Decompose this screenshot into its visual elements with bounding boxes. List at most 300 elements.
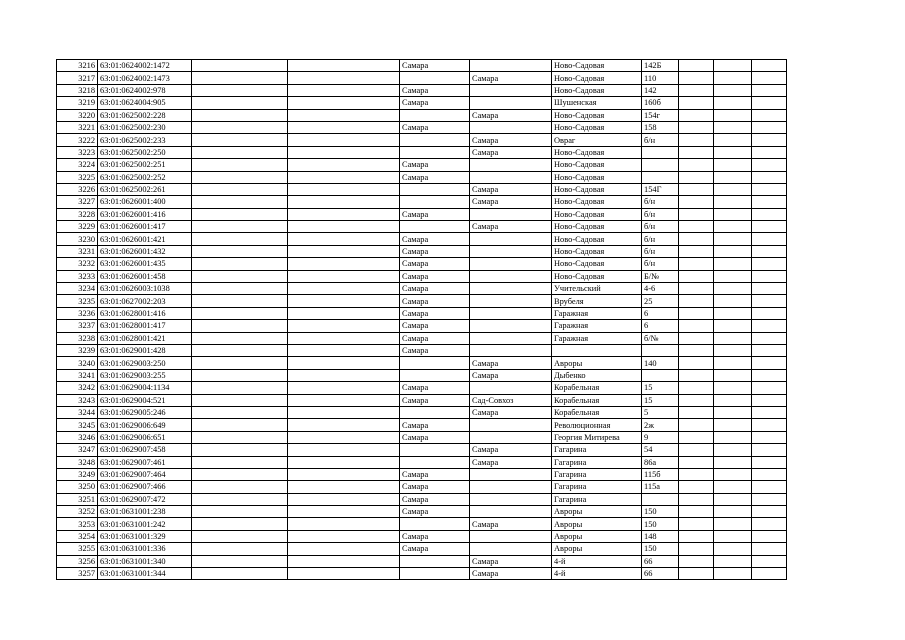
cell-col-empty-5 xyxy=(752,245,787,257)
table-row xyxy=(57,530,787,542)
cell-street: Георгия Митирева xyxy=(552,431,642,443)
table-row xyxy=(57,332,787,344)
cell-city xyxy=(400,134,470,146)
cell-col-empty-4 xyxy=(714,171,752,183)
table-row xyxy=(57,258,787,270)
cell-col-empty-4 xyxy=(714,221,752,233)
cell-cadastral-number: 63:01:0624002:1473 xyxy=(98,72,192,84)
cell-row-number: 3256 xyxy=(57,555,98,567)
cell-cadastral-number: 63:01:0626001:416 xyxy=(98,208,192,220)
cell-col-empty-3 xyxy=(679,332,714,344)
cell-col-empty-5 xyxy=(752,555,787,567)
cell-row-number: 3244 xyxy=(57,406,98,418)
table-row xyxy=(57,208,787,220)
cell-col-empty-4 xyxy=(714,332,752,344)
table-row xyxy=(57,419,787,431)
table-row xyxy=(57,406,787,418)
table-row xyxy=(57,171,787,183)
cell-col-empty-5 xyxy=(752,568,787,580)
cell-col-empty-3 xyxy=(679,481,714,493)
cell-cadastral-number: 63:01:0625002:230 xyxy=(98,121,192,133)
cell-col-empty-4 xyxy=(714,146,752,158)
table-row xyxy=(57,183,787,195)
cell-street: Гаражная xyxy=(552,307,642,319)
cell-col-empty-4 xyxy=(714,468,752,480)
cell-house-number: 6 xyxy=(642,320,679,332)
cell-city: Самара xyxy=(400,344,470,356)
cell-row-number: 3245 xyxy=(57,419,98,431)
table-row xyxy=(57,456,787,468)
cell-house-number: 5 xyxy=(642,406,679,418)
cell-city xyxy=(400,456,470,468)
cell-col-empty-1 xyxy=(192,431,288,443)
cell-row-number: 3220 xyxy=(57,109,98,121)
cell-settlement xyxy=(470,97,552,109)
cell-row-number: 3257 xyxy=(57,568,98,580)
cell-city xyxy=(400,146,470,158)
cell-house-number xyxy=(642,171,679,183)
cell-row-number: 3236 xyxy=(57,307,98,319)
cell-col-empty-4 xyxy=(714,357,752,369)
cell-house-number: 9 xyxy=(642,431,679,443)
cell-row-number: 3229 xyxy=(57,221,98,233)
cell-col-empty-3 xyxy=(679,171,714,183)
cell-row-number: 3237 xyxy=(57,320,98,332)
cell-col-empty-5 xyxy=(752,109,787,121)
cell-col-empty-1 xyxy=(192,382,288,394)
cell-col-empty-1 xyxy=(192,258,288,270)
cell-col-empty-1 xyxy=(192,283,288,295)
cell-row-number: 3248 xyxy=(57,456,98,468)
cell-settlement: Самара xyxy=(470,555,552,567)
cell-col-empty-5 xyxy=(752,357,787,369)
table-row xyxy=(57,196,787,208)
cell-col-empty-4 xyxy=(714,183,752,195)
table-row xyxy=(57,444,787,456)
cell-cadastral-number: 63:01:0629005:246 xyxy=(98,406,192,418)
cell-house-number: 140 xyxy=(642,357,679,369)
cell-col-empty-5 xyxy=(752,543,787,555)
table-row xyxy=(57,369,787,381)
cell-col-empty-4 xyxy=(714,568,752,580)
cell-street: Корабельная xyxy=(552,406,642,418)
cell-col-empty-3 xyxy=(679,159,714,171)
cell-col-empty-5 xyxy=(752,431,787,443)
cell-col-empty-3 xyxy=(679,121,714,133)
cell-house-number: б/н xyxy=(642,196,679,208)
cell-cadastral-number: 63:01:0624002:978 xyxy=(98,84,192,96)
cell-col-empty-2 xyxy=(288,183,400,195)
cell-row-number: 3234 xyxy=(57,283,98,295)
cell-settlement xyxy=(470,419,552,431)
cell-cadastral-number: 63:01:0628001:416 xyxy=(98,307,192,319)
cell-col-empty-4 xyxy=(714,344,752,356)
cell-col-empty-2 xyxy=(288,369,400,381)
cell-col-empty-5 xyxy=(752,196,787,208)
cell-col-empty-4 xyxy=(714,134,752,146)
cell-row-number: 3218 xyxy=(57,84,98,96)
cell-settlement xyxy=(470,543,552,555)
cell-col-empty-5 xyxy=(752,332,787,344)
cell-col-empty-3 xyxy=(679,468,714,480)
cell-col-empty-3 xyxy=(679,183,714,195)
cell-city xyxy=(400,72,470,84)
cell-col-empty-4 xyxy=(714,394,752,406)
cell-cadastral-number: 63:01:0629006:649 xyxy=(98,419,192,431)
cell-col-empty-4 xyxy=(714,233,752,245)
cell-row-number: 3219 xyxy=(57,97,98,109)
cell-col-empty-1 xyxy=(192,369,288,381)
cell-city: Самара xyxy=(400,245,470,257)
cell-house-number: 86а xyxy=(642,456,679,468)
cell-house-number: б/н xyxy=(642,245,679,257)
cell-col-empty-2 xyxy=(288,419,400,431)
cell-col-empty-4 xyxy=(714,431,752,443)
cell-col-empty-2 xyxy=(288,283,400,295)
cell-city: Самара xyxy=(400,394,470,406)
table-row xyxy=(57,121,787,133)
cell-street: Ново-Садовая xyxy=(552,159,642,171)
cell-city: Самара xyxy=(400,506,470,518)
cell-col-empty-4 xyxy=(714,245,752,257)
cell-house-number xyxy=(642,146,679,158)
cell-col-empty-3 xyxy=(679,543,714,555)
cell-city: Самара xyxy=(400,258,470,270)
cell-settlement: Самара xyxy=(470,221,552,233)
cell-col-empty-1 xyxy=(192,493,288,505)
cell-settlement: Сад-Совхоз xyxy=(470,394,552,406)
cell-cadastral-number: 63:01:0631001:242 xyxy=(98,518,192,530)
table-row xyxy=(57,233,787,245)
cell-col-empty-3 xyxy=(679,369,714,381)
cell-col-empty-1 xyxy=(192,245,288,257)
cell-col-empty-2 xyxy=(288,320,400,332)
cell-col-empty-3 xyxy=(679,134,714,146)
cell-house-number xyxy=(642,493,679,505)
cell-settlement xyxy=(470,320,552,332)
cell-col-empty-2 xyxy=(288,506,400,518)
cell-col-empty-1 xyxy=(192,196,288,208)
cell-col-empty-3 xyxy=(679,208,714,220)
cell-col-empty-4 xyxy=(714,320,752,332)
cell-cadastral-number: 63:01:0626001:458 xyxy=(98,270,192,282)
cell-cadastral-number: 63:01:0629003:250 xyxy=(98,357,192,369)
cell-col-empty-1 xyxy=(192,357,288,369)
table-row xyxy=(57,481,787,493)
cell-row-number: 3232 xyxy=(57,258,98,270)
cell-col-empty-4 xyxy=(714,518,752,530)
cell-col-empty-2 xyxy=(288,456,400,468)
cell-col-empty-2 xyxy=(288,171,400,183)
cell-row-number: 3222 xyxy=(57,134,98,146)
cell-house-number: 66 xyxy=(642,568,679,580)
cell-city xyxy=(400,568,470,580)
cell-col-empty-4 xyxy=(714,406,752,418)
cell-cadastral-number: 63:01:0627002:203 xyxy=(98,295,192,307)
cell-col-empty-3 xyxy=(679,295,714,307)
cell-col-empty-3 xyxy=(679,283,714,295)
cell-street: Авроры xyxy=(552,518,642,530)
cell-settlement xyxy=(470,245,552,257)
cell-cadastral-number: 63:01:0626003:1038 xyxy=(98,283,192,295)
cell-col-empty-5 xyxy=(752,134,787,146)
cell-col-empty-5 xyxy=(752,518,787,530)
cell-col-empty-1 xyxy=(192,60,288,72)
cell-settlement: Самара xyxy=(470,568,552,580)
cell-row-number: 3233 xyxy=(57,270,98,282)
cell-cadastral-number: 63:01:0629004:1134 xyxy=(98,382,192,394)
cell-house-number: 154г xyxy=(642,109,679,121)
cell-city xyxy=(400,444,470,456)
table-row xyxy=(57,84,787,96)
cell-house-number: 142 xyxy=(642,84,679,96)
cell-col-empty-5 xyxy=(752,171,787,183)
cell-city: Самара xyxy=(400,468,470,480)
cell-house-number: 115а xyxy=(642,481,679,493)
cell-col-empty-5 xyxy=(752,344,787,356)
cell-col-empty-2 xyxy=(288,431,400,443)
cell-street: Ново-Садовая xyxy=(552,171,642,183)
cell-house-number: б/н xyxy=(642,134,679,146)
cell-col-empty-2 xyxy=(288,208,400,220)
cell-col-empty-1 xyxy=(192,419,288,431)
cell-col-empty-3 xyxy=(679,394,714,406)
cell-settlement xyxy=(470,468,552,480)
cell-col-empty-3 xyxy=(679,307,714,319)
cell-col-empty-2 xyxy=(288,493,400,505)
table-row xyxy=(57,431,787,443)
cell-col-empty-3 xyxy=(679,221,714,233)
table-row xyxy=(57,555,787,567)
cell-settlement xyxy=(470,493,552,505)
cell-col-empty-1 xyxy=(192,84,288,96)
cell-cadastral-number: 63:01:0629007:458 xyxy=(98,444,192,456)
cell-house-number: 110 xyxy=(642,72,679,84)
cell-house-number: 160б xyxy=(642,97,679,109)
cell-col-empty-3 xyxy=(679,84,714,96)
cell-col-empty-4 xyxy=(714,444,752,456)
table-row xyxy=(57,568,787,580)
cell-house-number: 15 xyxy=(642,382,679,394)
cell-house-number: Б/№ xyxy=(642,270,679,282)
cell-col-empty-2 xyxy=(288,245,400,257)
cell-city: Самара xyxy=(400,283,470,295)
cell-row-number: 3252 xyxy=(57,506,98,518)
cell-col-empty-1 xyxy=(192,221,288,233)
cell-row-number: 3231 xyxy=(57,245,98,257)
cell-cadastral-number: 63:01:0625002:261 xyxy=(98,183,192,195)
cell-row-number: 3230 xyxy=(57,233,98,245)
cell-col-empty-1 xyxy=(192,481,288,493)
cell-col-empty-2 xyxy=(288,134,400,146)
cell-house-number: б/н xyxy=(642,221,679,233)
cell-street: Гагарина xyxy=(552,493,642,505)
cell-city xyxy=(400,406,470,418)
cell-house-number: 25 xyxy=(642,295,679,307)
cell-city: Самара xyxy=(400,97,470,109)
cell-col-empty-1 xyxy=(192,568,288,580)
cell-col-empty-2 xyxy=(288,121,400,133)
cell-cadastral-number: 63:01:0625002:233 xyxy=(98,134,192,146)
cell-row-number: 3238 xyxy=(57,332,98,344)
table-row xyxy=(57,60,787,72)
cell-cadastral-number: 63:01:0626001:400 xyxy=(98,196,192,208)
cell-col-empty-4 xyxy=(714,97,752,109)
cell-row-number: 3253 xyxy=(57,518,98,530)
cell-settlement: Самара xyxy=(470,406,552,418)
cell-city: Самара xyxy=(400,543,470,555)
cell-col-empty-1 xyxy=(192,307,288,319)
cell-house-number: 142Б xyxy=(642,60,679,72)
cell-row-number: 3228 xyxy=(57,208,98,220)
cell-city: Самара xyxy=(400,481,470,493)
cell-street: Ново-Садовая xyxy=(552,146,642,158)
cell-col-empty-2 xyxy=(288,221,400,233)
cell-city xyxy=(400,518,470,530)
cell-col-empty-5 xyxy=(752,221,787,233)
cell-row-number: 3223 xyxy=(57,146,98,158)
cell-cadastral-number: 63:01:0629007:466 xyxy=(98,481,192,493)
cell-city xyxy=(400,221,470,233)
cell-house-number xyxy=(642,344,679,356)
cell-col-empty-5 xyxy=(752,258,787,270)
cell-street: Учительский xyxy=(552,283,642,295)
cell-col-empty-2 xyxy=(288,530,400,542)
cell-street: Корабельная xyxy=(552,382,642,394)
cell-col-empty-5 xyxy=(752,406,787,418)
cell-settlement xyxy=(470,307,552,319)
cell-col-empty-3 xyxy=(679,233,714,245)
cell-col-empty-2 xyxy=(288,270,400,282)
cell-city: Самара xyxy=(400,171,470,183)
cell-col-empty-4 xyxy=(714,506,752,518)
cell-house-number: 150 xyxy=(642,543,679,555)
cell-col-empty-4 xyxy=(714,109,752,121)
cell-col-empty-1 xyxy=(192,444,288,456)
cell-row-number: 3240 xyxy=(57,357,98,369)
cell-col-empty-4 xyxy=(714,258,752,270)
cell-col-empty-4 xyxy=(714,196,752,208)
cell-col-empty-5 xyxy=(752,506,787,518)
cell-col-empty-2 xyxy=(288,481,400,493)
cell-city: Самара xyxy=(400,382,470,394)
cell-col-empty-4 xyxy=(714,307,752,319)
cell-col-empty-3 xyxy=(679,419,714,431)
cell-house-number: 154Г xyxy=(642,183,679,195)
cell-settlement xyxy=(470,530,552,542)
cell-col-empty-4 xyxy=(714,456,752,468)
cell-col-empty-4 xyxy=(714,283,752,295)
cell-col-empty-5 xyxy=(752,481,787,493)
cell-col-empty-3 xyxy=(679,109,714,121)
cell-street: Ново-Садовая xyxy=(552,60,642,72)
cell-col-empty-2 xyxy=(288,146,400,158)
table-row xyxy=(57,468,787,480)
cell-cadastral-number: 63:01:0629001:428 xyxy=(98,344,192,356)
cell-col-empty-2 xyxy=(288,97,400,109)
cell-settlement xyxy=(470,270,552,282)
cell-settlement xyxy=(470,481,552,493)
cell-cadastral-number: 63:01:0624002:1472 xyxy=(98,60,192,72)
cell-street: Овраг xyxy=(552,134,642,146)
cell-cadastral-number: 63:01:0629007:472 xyxy=(98,493,192,505)
cell-row-number: 3250 xyxy=(57,481,98,493)
cell-settlement: Самара xyxy=(470,72,552,84)
cell-col-empty-4 xyxy=(714,159,752,171)
cell-col-empty-3 xyxy=(679,72,714,84)
cell-col-empty-3 xyxy=(679,506,714,518)
cell-col-empty-3 xyxy=(679,456,714,468)
cell-col-empty-5 xyxy=(752,183,787,195)
cell-col-empty-4 xyxy=(714,555,752,567)
cell-row-number: 3239 xyxy=(57,344,98,356)
cell-settlement: Самара xyxy=(470,134,552,146)
cell-col-empty-3 xyxy=(679,530,714,542)
cell-col-empty-5 xyxy=(752,493,787,505)
cell-col-empty-2 xyxy=(288,444,400,456)
cell-house-number: б/н xyxy=(642,208,679,220)
cell-street: Ново-Садовая xyxy=(552,270,642,282)
cell-cadastral-number: 63:01:0629003:255 xyxy=(98,369,192,381)
cell-col-empty-5 xyxy=(752,97,787,109)
cell-col-empty-5 xyxy=(752,456,787,468)
cell-house-number: 54 xyxy=(642,444,679,456)
cell-col-empty-5 xyxy=(752,382,787,394)
cell-col-empty-2 xyxy=(288,72,400,84)
cell-col-empty-2 xyxy=(288,406,400,418)
cell-col-empty-3 xyxy=(679,60,714,72)
cell-street: Ново-Садовая xyxy=(552,109,642,121)
cell-col-empty-5 xyxy=(752,270,787,282)
cell-street: Гагарина xyxy=(552,468,642,480)
cell-city: Самара xyxy=(400,60,470,72)
cell-col-empty-4 xyxy=(714,72,752,84)
cell-city xyxy=(400,555,470,567)
cell-col-empty-2 xyxy=(288,258,400,270)
cell-street: Авроры xyxy=(552,543,642,555)
cell-col-empty-3 xyxy=(679,444,714,456)
cell-col-empty-3 xyxy=(679,357,714,369)
cell-house-number: б/№ xyxy=(642,332,679,344)
cell-row-number: 3249 xyxy=(57,468,98,480)
cell-row-number: 3243 xyxy=(57,394,98,406)
cell-street: Ново-Садовая xyxy=(552,245,642,257)
cell-row-number: 3254 xyxy=(57,530,98,542)
cell-street: Гаражная xyxy=(552,332,642,344)
cell-settlement: Самара xyxy=(470,518,552,530)
cell-settlement xyxy=(470,159,552,171)
cell-col-empty-2 xyxy=(288,233,400,245)
cell-house-number: 148 xyxy=(642,530,679,542)
cell-col-empty-5 xyxy=(752,444,787,456)
cell-col-empty-4 xyxy=(714,270,752,282)
cell-street: Авроры xyxy=(552,530,642,542)
cell-city: Самара xyxy=(400,431,470,443)
cell-col-empty-1 xyxy=(192,97,288,109)
cell-col-empty-1 xyxy=(192,183,288,195)
cell-col-empty-5 xyxy=(752,233,787,245)
cell-city: Самара xyxy=(400,208,470,220)
cell-col-empty-3 xyxy=(679,493,714,505)
cell-col-empty-1 xyxy=(192,555,288,567)
cell-col-empty-2 xyxy=(288,84,400,96)
cell-col-empty-2 xyxy=(288,568,400,580)
cell-street: Ново-Садовая xyxy=(552,121,642,133)
cell-row-number: 3241 xyxy=(57,369,98,381)
cell-col-empty-5 xyxy=(752,468,787,480)
cell-row-number: 3227 xyxy=(57,196,98,208)
cell-house-number xyxy=(642,159,679,171)
